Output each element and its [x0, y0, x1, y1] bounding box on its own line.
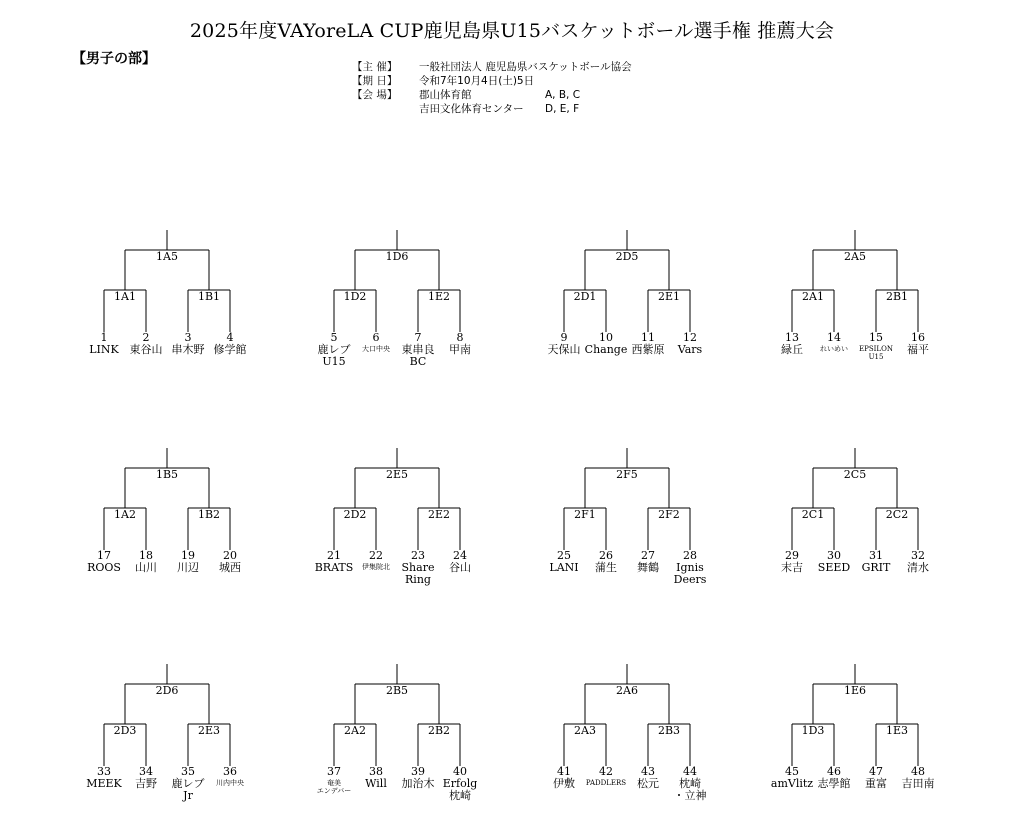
team-name: 鹿レブ U15 — [317, 343, 351, 368]
team-name: 蒲生 — [595, 561, 617, 574]
team-name: LINK — [89, 343, 119, 356]
page-title: 2025年度VAYoreLA CUP鹿児島県U15バスケットボール選手権 推薦大会 — [189, 20, 835, 42]
match-label: 2C2 — [885, 508, 909, 521]
team-name: 鹿レブ Jr — [171, 777, 205, 802]
team-number: 32 — [911, 549, 925, 562]
match-label: 2F1 — [574, 508, 596, 521]
team-number: 37 — [327, 765, 341, 778]
team-name: れいめい — [820, 345, 848, 353]
team-number: 13 — [785, 331, 799, 344]
team-number: 39 — [411, 765, 425, 778]
team-number: 20 — [223, 549, 237, 562]
venue-courts: A, B, C — [545, 89, 581, 101]
team-name: 緑丘 — [781, 343, 803, 356]
team-name: 甲南 — [449, 343, 471, 356]
team-name: GRIT — [861, 561, 891, 574]
team-name: SEED — [817, 561, 851, 574]
team-number: 34 — [139, 765, 153, 778]
team-name: ROOS — [87, 561, 121, 574]
team-number: 29 — [785, 549, 799, 562]
team-number: 27 — [641, 549, 655, 562]
team-number: 18 — [139, 549, 153, 562]
team-name: 志學館 — [817, 777, 851, 790]
match-label: 2A5 — [844, 250, 866, 263]
team-name: Vars — [677, 343, 703, 356]
match-label: 2D5 — [615, 250, 639, 263]
team-number: 35 — [181, 765, 195, 778]
team-name: amVlitz — [770, 777, 814, 790]
team-name: 西紫原 — [631, 343, 665, 356]
team-name: Erfolg 枕崎 — [442, 777, 478, 802]
team-name: 舞鶴 — [637, 561, 659, 574]
team-name: EPSILON U15 — [859, 345, 893, 361]
venue-label: 【会 場】 — [352, 89, 398, 101]
team-name: 山川 — [135, 561, 157, 574]
team-name: 福平 — [907, 343, 929, 356]
match-label: 2A6 — [616, 684, 638, 697]
team-number: 14 — [827, 331, 841, 344]
team-name: MEEK — [86, 777, 122, 790]
organizer-label: 【主 催】 — [352, 61, 398, 73]
match-label: 1A2 — [114, 508, 136, 521]
match-label: 2F2 — [658, 508, 680, 521]
team-name: Will — [365, 777, 387, 790]
team-number: 3 — [184, 331, 192, 344]
match-label: 2C1 — [801, 508, 825, 521]
team-number: 9 — [560, 331, 568, 344]
match-label: 2D1 — [573, 290, 597, 303]
team-number: 48 — [911, 765, 925, 778]
team-number: 36 — [223, 765, 237, 778]
match-label: 1D6 — [385, 250, 409, 263]
team-number: 24 — [453, 549, 467, 562]
team-number: 5 — [330, 331, 338, 344]
organizer-value: 一般社団法人 鹿児島県バスケットボール協会 — [419, 61, 632, 73]
team-number: 10 — [599, 331, 613, 344]
team-number: 19 — [181, 549, 195, 562]
match-label: 1E6 — [843, 684, 867, 697]
team-name: 奄美 エンデバー — [316, 779, 352, 795]
match-label: 2D2 — [343, 508, 367, 521]
match-label: 1D3 — [801, 724, 825, 737]
team-name: Ignis Deers — [673, 561, 707, 586]
team-name: 大口中央 — [362, 345, 390, 353]
team-number: 22 — [369, 549, 383, 562]
venue-name: 吉田文化体育センター — [419, 103, 524, 115]
match-label: 1E3 — [885, 724, 909, 737]
match-label: 2A2 — [344, 724, 366, 737]
team-name: 吉田南 — [901, 777, 935, 790]
match-label: 1A1 — [114, 290, 136, 303]
team-number: 26 — [599, 549, 613, 562]
venue-courts: D, E, F — [545, 103, 580, 115]
team-number: 4 — [226, 331, 234, 344]
team-number: 38 — [369, 765, 383, 778]
team-number: 2 — [142, 331, 150, 344]
team-number: 31 — [869, 549, 883, 562]
team-number: 1 — [100, 331, 108, 344]
team-number: 25 — [557, 549, 571, 562]
team-number: 17 — [97, 549, 111, 562]
match-label: 1D2 — [343, 290, 367, 303]
division-label: 【男子の部】 — [72, 51, 156, 67]
team-number: 21 — [327, 549, 341, 562]
match-label: 2F5 — [616, 468, 638, 481]
match-label: 2B1 — [885, 290, 909, 303]
team-name: 谷山 — [449, 561, 471, 574]
team-number: 46 — [827, 765, 841, 778]
match-label: 2C5 — [843, 468, 867, 481]
match-label: 1B5 — [155, 468, 179, 481]
team-name: 修学館 — [213, 343, 247, 356]
team-number: 23 — [411, 549, 425, 562]
team-name: 加治木 — [401, 777, 435, 790]
match-label: 1A5 — [156, 250, 178, 263]
team-number: 45 — [785, 765, 799, 778]
team-name: Share Ring — [401, 561, 435, 586]
match-label: 2D6 — [155, 684, 179, 697]
date-label: 【期 日】 — [352, 75, 398, 87]
team-name: 重富 — [865, 777, 887, 790]
team-name: 川辺 — [177, 561, 199, 574]
team-number: 30 — [827, 549, 841, 562]
team-name: 串木野 — [171, 343, 205, 356]
team-name: 末吉 — [781, 561, 803, 574]
match-label: 2D3 — [113, 724, 137, 737]
team-name: 清水 — [907, 561, 929, 574]
team-name: PADDLERS — [585, 779, 627, 787]
team-number: 7 — [414, 331, 422, 344]
team-number: 15 — [869, 331, 883, 344]
team-name: 吉野 — [135, 777, 157, 790]
venue-name: 郡山体育館 — [419, 89, 472, 101]
team-name: 枕崎 ・立神 — [673, 777, 707, 802]
team-number: 40 — [453, 765, 467, 778]
team-number: 11 — [641, 331, 655, 344]
match-label: 2B5 — [385, 684, 409, 697]
team-number: 28 — [683, 549, 697, 562]
match-label: 2A3 — [574, 724, 596, 737]
team-number: 43 — [641, 765, 655, 778]
match-label: 2E1 — [657, 290, 681, 303]
team-name: 伊集院北 — [362, 563, 390, 571]
team-number: 8 — [456, 331, 464, 344]
team-number: 47 — [869, 765, 883, 778]
team-number: 41 — [557, 765, 571, 778]
match-label: 1E2 — [427, 290, 451, 303]
team-name: 天保山 — [547, 343, 581, 356]
team-name: 伊敷 — [553, 777, 575, 790]
team-number: 6 — [372, 331, 380, 344]
team-name: 川内中央 — [216, 779, 244, 787]
team-number: 42 — [599, 765, 613, 778]
match-label: 1B2 — [197, 508, 221, 521]
date-value: 令和7年10月4日(土)5日 — [419, 75, 535, 87]
match-label: 2B3 — [657, 724, 681, 737]
team-name: LANI — [549, 561, 579, 574]
match-label: 2A1 — [802, 290, 824, 303]
team-number: 44 — [683, 765, 697, 778]
team-name: 松元 — [637, 777, 659, 790]
match-label: 2B2 — [427, 724, 451, 737]
team-name: BRATS — [314, 561, 354, 574]
team-number: 16 — [911, 331, 925, 344]
team-number: 33 — [97, 765, 111, 778]
team-name: 城西 — [219, 561, 241, 574]
match-label: 2E3 — [197, 724, 221, 737]
match-label: 2E5 — [385, 468, 409, 481]
team-name: Change — [584, 343, 628, 356]
team-name: 東谷山 — [129, 343, 163, 356]
match-label: 2E2 — [427, 508, 451, 521]
match-label: 1B1 — [197, 290, 221, 303]
team-name: 東串良 BC — [401, 343, 435, 368]
team-number: 12 — [683, 331, 697, 344]
